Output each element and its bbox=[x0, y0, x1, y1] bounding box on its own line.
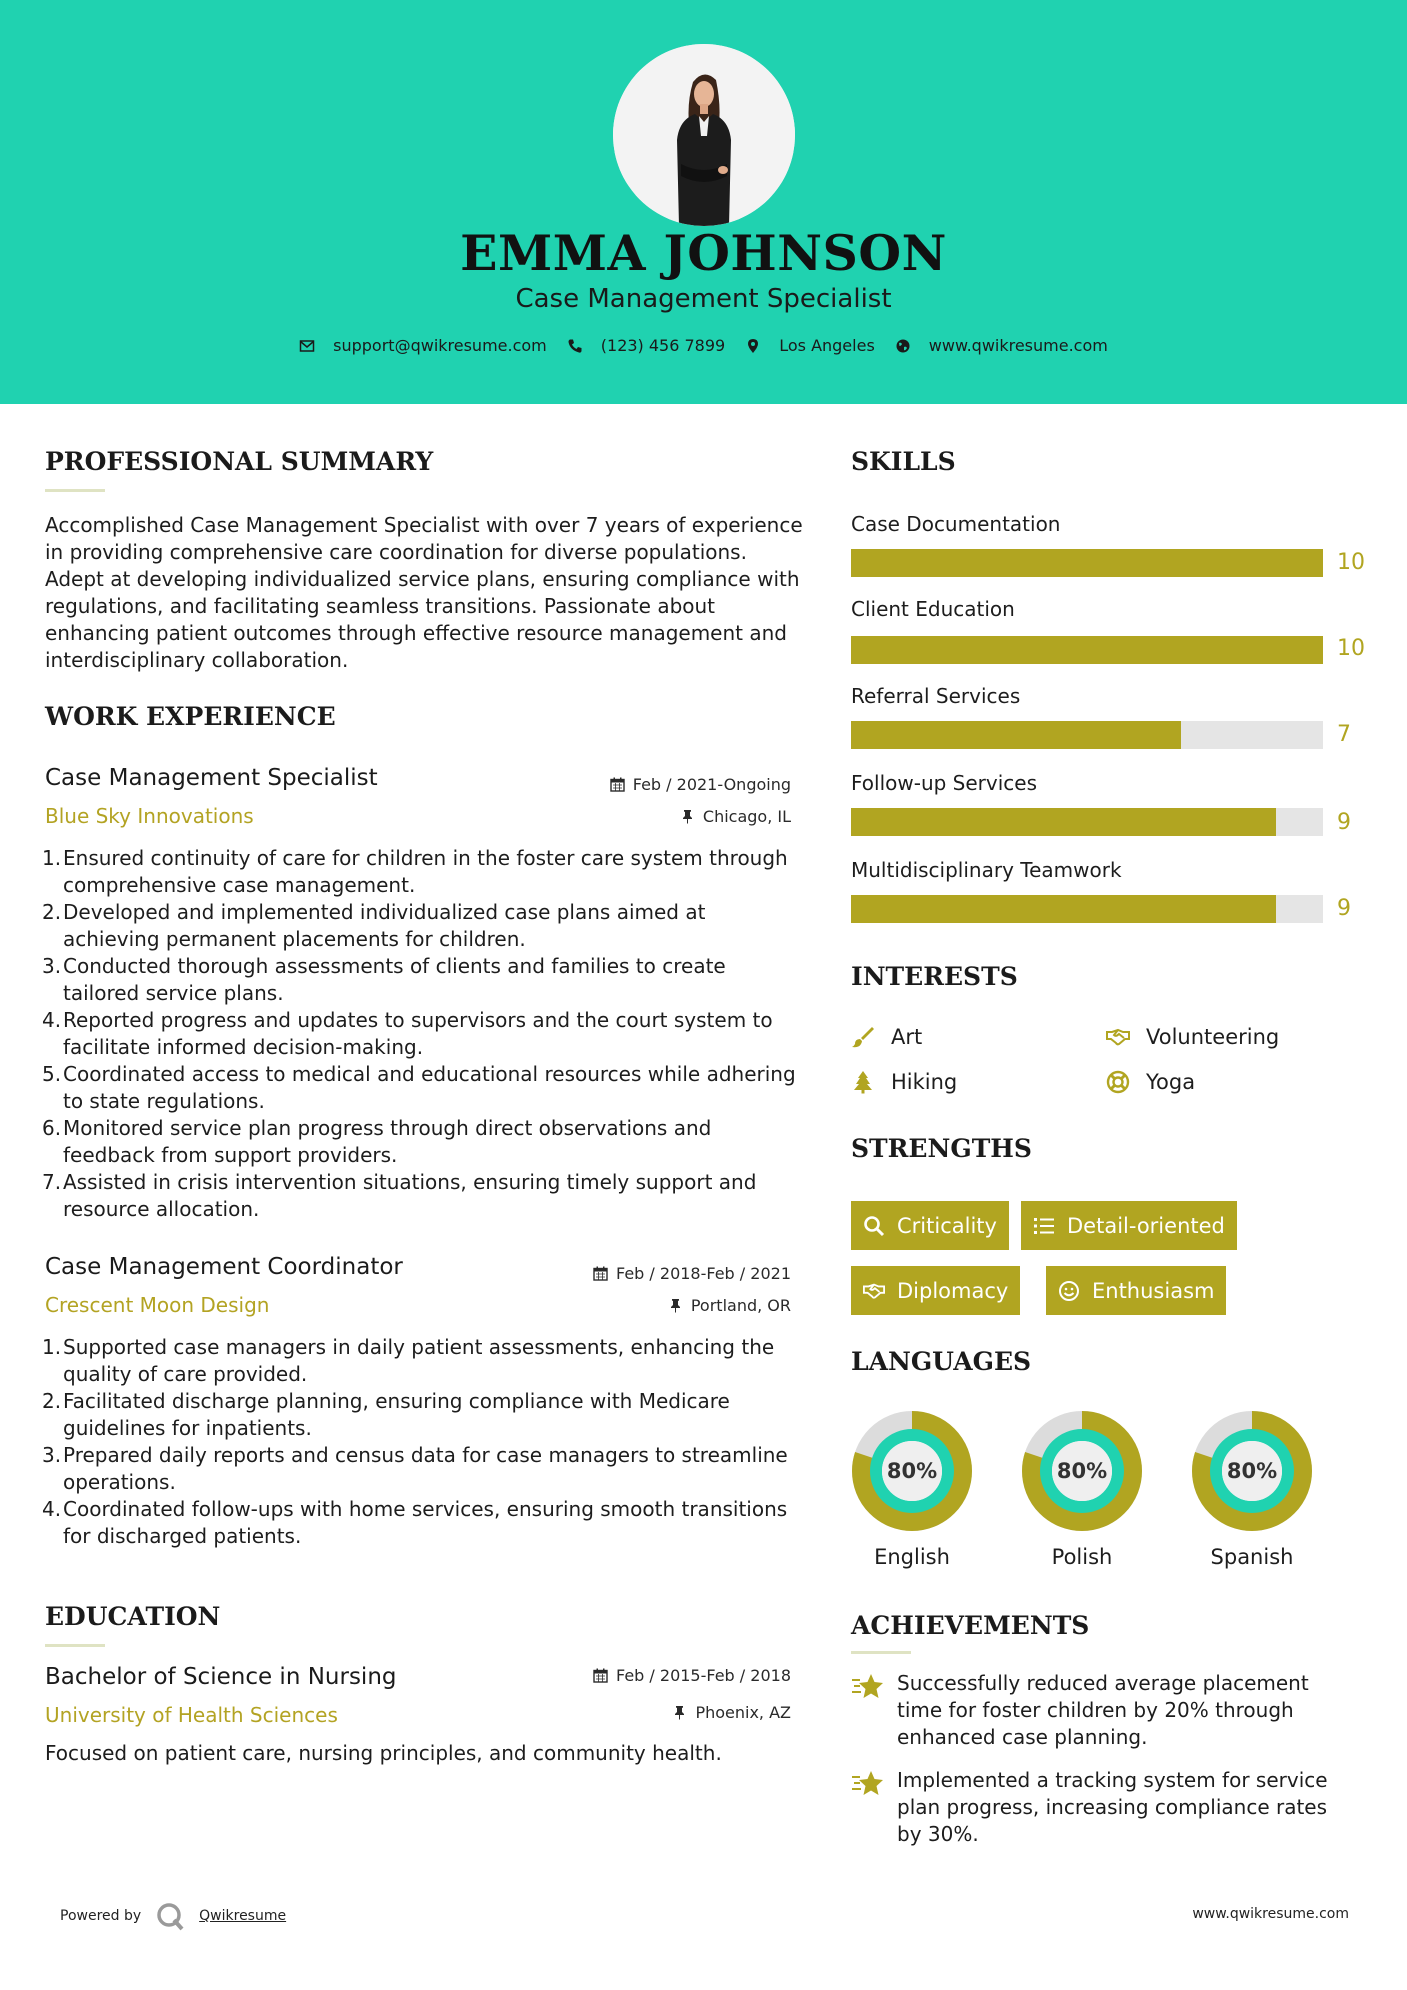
search-icon bbox=[863, 1215, 885, 1237]
globe-icon bbox=[895, 338, 911, 354]
star-icon bbox=[851, 1769, 885, 1799]
calendar-icon bbox=[610, 777, 625, 792]
list-item: 2. Facilitated discharge planning, ensuring compliance with Medicare guidelines for inpatients. bbox=[42, 1389, 730, 1440]
strength-label: Criticality bbox=[897, 1213, 997, 1238]
achievements-heading: ACHIEVEMENTS bbox=[851, 1611, 1090, 1640]
list-item: 5. Coordinated access to medical and educational resources while adhering to state regulations. bbox=[42, 1062, 796, 1113]
contact-bar bbox=[0, 336, 1407, 355]
contact-website[interactable] bbox=[895, 336, 1108, 355]
language-name: Polish bbox=[1051, 1545, 1113, 1569]
achievement-item bbox=[851, 1670, 1351, 1751]
education-underline bbox=[45, 1644, 105, 1647]
interest-volunteering bbox=[1106, 1025, 1279, 1049]
interest-art bbox=[851, 1025, 922, 1049]
pushpin-icon bbox=[672, 1705, 687, 1720]
skill-value: 10 bbox=[1337, 636, 1365, 661]
envelope-icon bbox=[299, 338, 315, 354]
list-item: 6. Monitored service plan progress through direct observations and feedback from support providers. bbox=[42, 1116, 712, 1167]
job-2-dates bbox=[593, 1264, 791, 1283]
experience-heading: WORK EXPERIENCE bbox=[45, 702, 336, 731]
education-school: University of Health Sciences bbox=[45, 1703, 338, 1727]
skill-bar-track bbox=[851, 808, 1323, 836]
handshake-icon bbox=[863, 1280, 885, 1302]
education-heading: EDUCATION bbox=[45, 1602, 221, 1631]
skill-bar-track bbox=[851, 636, 1323, 664]
education-dates-text: Feb / 2015-Feb / 2018 bbox=[616, 1666, 791, 1685]
skill-bar-fill bbox=[851, 895, 1276, 923]
summary-text: Accomplished Case Management Specialist with over 7 years of experience in providing comprehensive care coordination for diverse populations. Adept at developing individualized service plans, ensuring compliance with regulations, and facilitating seamless transitions. Passionate about enhancing patient outcomes through effective resource management and interdisciplinary collaboration. bbox=[45, 513, 803, 672]
education-degree: Bachelor of Science in Nursing bbox=[45, 1664, 397, 1690]
list-item: 1. Supported case managers in daily patient assessments, enhancing the quality of care provided. bbox=[42, 1335, 775, 1386]
strength-tag bbox=[1046, 1266, 1226, 1315]
footer-powered-by bbox=[60, 1901, 286, 1931]
list-icon bbox=[1033, 1215, 1055, 1237]
strength-tag bbox=[851, 1266, 1020, 1315]
skills-heading: SKILLS bbox=[851, 447, 956, 476]
job-2-bullets bbox=[42, 1334, 805, 1550]
brand-link[interactable]: Qwikresume bbox=[199, 1908, 287, 1924]
skill-bar-track bbox=[851, 895, 1323, 923]
map-pin-icon bbox=[745, 338, 761, 354]
language-name: Spanish bbox=[1210, 1545, 1294, 1569]
candidate-title: Case Management Specialist bbox=[515, 284, 892, 314]
job-1-dates-text: Feb / 2021-Ongoing bbox=[632, 775, 791, 794]
job-1-bullets bbox=[42, 845, 805, 1223]
job-2-title: Case Management Coordinator bbox=[45, 1254, 403, 1280]
tree-icon bbox=[851, 1070, 875, 1094]
education-dates bbox=[593, 1666, 791, 1685]
skill-value: 7 bbox=[1337, 722, 1351, 747]
strength-tag bbox=[851, 1201, 1009, 1250]
skill-bar-fill bbox=[851, 636, 1323, 664]
star-icon bbox=[851, 1672, 885, 1702]
interest-label: Art bbox=[891, 1025, 923, 1049]
contact-phone-text: (123) 456 7899 bbox=[600, 336, 726, 355]
achievement-text: Successfully reduced average placement time for foster children by 20% through enhanced case planning. bbox=[897, 1671, 1309, 1749]
avatar bbox=[613, 44, 795, 226]
list-item: 3. Conducted thorough assessments of clients and families to create tailored service plans. bbox=[42, 954, 726, 1005]
list-item: 7. Assisted in crisis intervention situations, ensuring timely support and resource allocation. bbox=[42, 1170, 757, 1221]
language-ring bbox=[851, 1410, 973, 1532]
contact-website-text: www.qwikresume.com bbox=[928, 336, 1108, 355]
job-1-dates bbox=[610, 775, 791, 794]
candidate-name: EMMA JOHNSON bbox=[460, 224, 947, 282]
language-name: English bbox=[874, 1545, 950, 1569]
job-2-company: Crescent Moon Design bbox=[45, 1293, 270, 1317]
strength-label: Enthusiasm bbox=[1092, 1278, 1215, 1303]
job-1-company: Blue Sky Innovations bbox=[45, 804, 254, 828]
strength-tag bbox=[1021, 1201, 1237, 1250]
skill-label: Case Documentation bbox=[851, 512, 1061, 536]
interest-label: Volunteering bbox=[1146, 1025, 1280, 1049]
resume-header bbox=[0, 0, 1407, 404]
languages-heading: LANGUAGES bbox=[851, 1347, 1032, 1376]
interest-label: Hiking bbox=[891, 1070, 958, 1094]
language-ring bbox=[1021, 1410, 1143, 1532]
handshake-icon bbox=[1106, 1025, 1130, 1049]
pushpin-icon bbox=[668, 1298, 683, 1313]
strength-label: Detail-oriented bbox=[1067, 1213, 1225, 1238]
skill-label: Referral Services bbox=[851, 684, 1021, 708]
skill-bar-track bbox=[851, 549, 1323, 577]
job-1-title: Case Management Specialist bbox=[45, 765, 378, 791]
contact-email[interactable] bbox=[299, 336, 547, 355]
calendar-icon bbox=[593, 1266, 608, 1281]
education-description: Focused on patient care, nursing principles, and community health. bbox=[45, 1741, 722, 1765]
skill-bar-fill bbox=[851, 808, 1276, 836]
lifering-icon bbox=[1106, 1070, 1130, 1094]
list-item: 2. Developed and implemented individualized case plans aimed at achieving permanent placements for children. bbox=[42, 900, 706, 951]
phone-icon bbox=[567, 338, 583, 354]
paintbrush-icon bbox=[851, 1025, 875, 1049]
interest-yoga bbox=[1106, 1070, 1195, 1094]
qwikresume-logo-icon bbox=[155, 1901, 185, 1931]
skill-label: Multidisciplinary Teamwork bbox=[851, 858, 1122, 882]
pushpin-icon bbox=[680, 809, 695, 824]
achievement-text: Implemented a tracking system for service plan progress, increasing compliance rates by 30%. bbox=[897, 1768, 1328, 1846]
skill-bar-fill bbox=[851, 721, 1181, 749]
job-1-location-text: Chicago, IL bbox=[702, 807, 791, 826]
interest-hiking bbox=[851, 1070, 957, 1094]
skill-value: 10 bbox=[1337, 550, 1365, 575]
contact-location bbox=[745, 336, 875, 355]
achievement-item bbox=[851, 1767, 1351, 1848]
skill-value: 9 bbox=[1337, 896, 1351, 921]
interests-heading: INTERESTS bbox=[851, 962, 1018, 991]
job-2-location-text: Portland, OR bbox=[690, 1296, 791, 1315]
profile-photo bbox=[613, 44, 795, 226]
calendar-icon bbox=[593, 1668, 608, 1683]
strength-label: Diplomacy bbox=[897, 1278, 1009, 1303]
skill-value: 9 bbox=[1337, 810, 1351, 835]
skill-bar-fill bbox=[851, 549, 1323, 577]
interest-label: Yoga bbox=[1146, 1070, 1196, 1094]
summary-underline bbox=[45, 489, 105, 492]
education-location-text: Phoenix, AZ bbox=[695, 1703, 791, 1722]
skill-label: Follow-up Services bbox=[851, 771, 1038, 795]
skill-label: Client Education bbox=[851, 597, 1015, 621]
list-item: 1. Ensured continuity of care for children in the foster care system through comprehensive case management. bbox=[42, 846, 788, 897]
list-item: 4. Coordinated follow-ups with home services, ensuring smooth transitions for discharged patients. bbox=[42, 1497, 788, 1548]
contact-phone[interactable] bbox=[567, 336, 725, 355]
footer-website[interactable]: www.qwikresume.com bbox=[1192, 1906, 1349, 1922]
summary-heading: PROFESSIONAL SUMMARY bbox=[45, 447, 434, 476]
smile-icon bbox=[1058, 1280, 1080, 1302]
job-2-location bbox=[668, 1296, 791, 1315]
language-ring bbox=[1191, 1410, 1313, 1532]
list-item: 3. Prepared daily reports and census data for case managers to streamline operations. bbox=[42, 1443, 788, 1494]
language-percent: 80% bbox=[1056, 1459, 1108, 1483]
contact-email-text: support@qwikresume.com bbox=[333, 336, 547, 355]
achievements-underline bbox=[851, 1651, 911, 1654]
job-1-location bbox=[680, 807, 791, 826]
list-item: 4. Reported progress and updates to supervisors and the court system to facilitate informed decision-making. bbox=[42, 1008, 773, 1059]
powered-by-text: Powered by bbox=[60, 1908, 142, 1924]
job-2-dates-text: Feb / 2018-Feb / 2021 bbox=[616, 1264, 791, 1283]
language-percent: 80% bbox=[886, 1459, 938, 1483]
contact-location-text: Los Angeles bbox=[779, 336, 875, 355]
education-location bbox=[672, 1703, 791, 1722]
strengths-heading: STRENGTHS bbox=[851, 1134, 1032, 1163]
language-percent: 80% bbox=[1226, 1459, 1278, 1483]
skill-bar-track bbox=[851, 721, 1323, 749]
